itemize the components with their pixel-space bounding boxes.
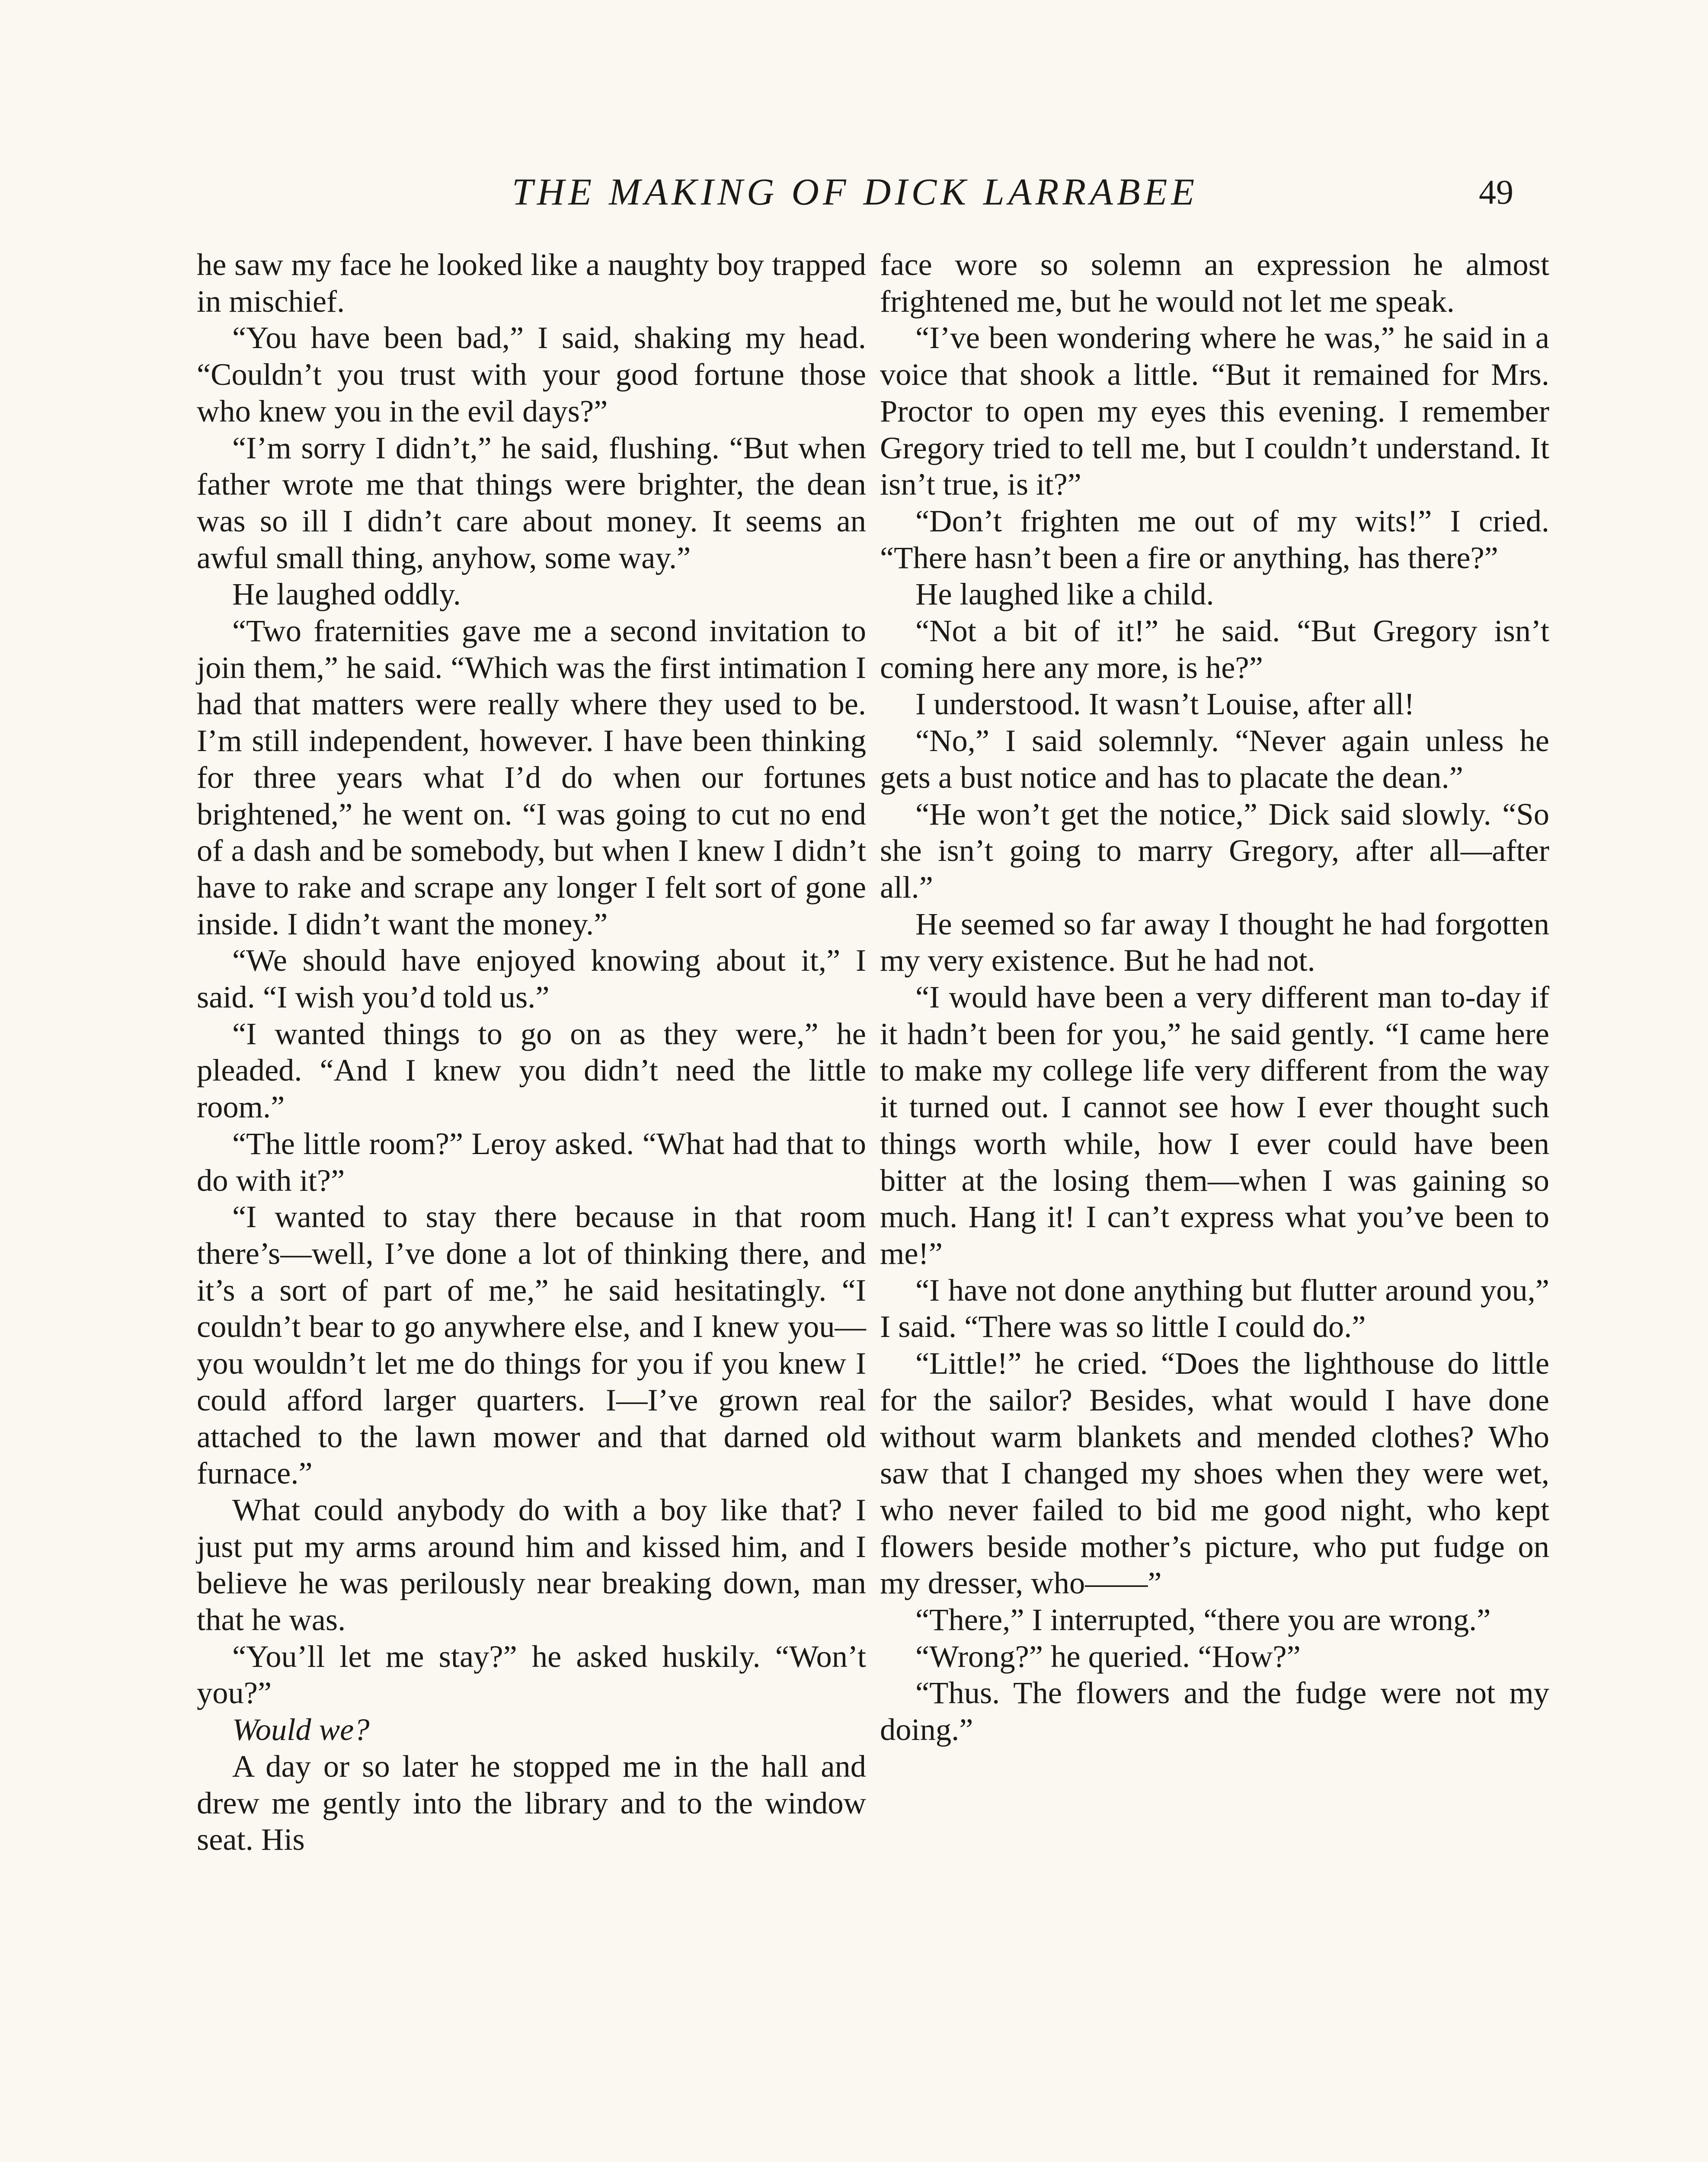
paragraph: “Not a bit of it!” he said. “But Gregory isn’t coming here any more, is he?”	[880, 613, 1549, 685]
paragraph: “The little room?” Leroy asked. “What had that to do with it?”	[197, 1126, 866, 1198]
paragraph: “He won’t get the notice,” Dick said slowly. “So she isn’t going to marry Gregory, after all—after all.”	[880, 796, 1549, 905]
paragraph: “You’ll let me stay?” he asked huskily. “Won’t you?”	[197, 1638, 866, 1711]
paragraph: “Two fraternities gave me a second invitation to join them,” he said. “Which was the first intimation I had that matters were really where they used to be. I’m still independent, however. I have been thinking for three years what I’d do when our fortunes brightened,” he went on. “I was going to cut no end of a dash and be somebody, but when I knew I didn’t have to rake and scrape any longer I felt sort of gone inside. I didn’t want the money.”	[197, 613, 866, 941]
paragraph: face wore so solemn an expression he almost frightened me, but he would not let me speak.	[880, 247, 1549, 319]
running-title: THE MAKING OF DICK LARRABEE	[512, 171, 1199, 213]
paragraph: “We should have enjoyed knowing about it,” I said. “I wish you’d told us.”	[197, 943, 866, 1015]
paragraph: “You have been bad,” I said, shaking my head. “Couldn’t you trust with your good fortune those who knew you in the evil days?”	[197, 320, 866, 429]
paragraph: “Don’t frighten me out of my wits!” I cried. “There hasn’t been a fire or anything, has there?”	[880, 503, 1549, 575]
paragraph: “I’ve been wondering where he was,” he said in a voice that shook a little. “But it remained for Mrs. Proctor to open my eyes this evening. I remember Gregory tried to tell me, but I couldn’t understand. It isn’t true, is it?”	[880, 320, 1549, 502]
page-header	[197, 164, 1513, 221]
paragraph: “There,” I interrupted, “there you are wrong.”	[915, 1602, 1491, 1637]
paragraph: Would we?	[232, 1712, 370, 1747]
paragraph: I understood. It wasn’t Louise, after all!	[915, 686, 1415, 722]
paragraph: “Little!” he cried. “Does the lighthouse do little for the sailor? Besides, what would I have done without warm blankets and mended clothes? Who saw that I changed my shoes when they were wet, who never failed to bid me good night, who kept flowers beside mother’s picture, who put fudge on my dresser, who——”	[880, 1346, 1549, 1601]
paragraph: “I wanted to stay there because in that room there’s—well, I’ve done a lot of thinking there, and it’s a sort of part of me,” he said hesitatingly. “I couldn’t bear to go anywhere else, and I knew you—you wouldn’t let me do things for you if you knew I could afford larger quarters. I—I’ve grown real attached to the lawn mower and that darned old furnace.”	[197, 1199, 866, 1491]
paragraph: he saw my face he looked like a naughty boy trapped in mischief.	[197, 247, 866, 319]
paragraph: He seemed so far away I thought he had forgotten my very existence. But he had not.	[880, 906, 1549, 978]
paragraph: A day or so later he stopped me in the hall and drew me gently into the library and to the window seat. His	[197, 1748, 866, 1857]
paragraph: “I would have been a very different man to-day if it hadn’t been for you,” he said gently. “I came here to make my college life very different from the way it turned out. I cannot see how I ever thought such things worth while, how I ever could have been bitter at the losing them—when I was gaining so much. Hang it! I can’t express what you’ve been to me!”	[880, 979, 1549, 1271]
paragraph: He laughed oddly.	[232, 576, 461, 612]
text-column-right	[880, 246, 1549, 1748]
paragraph: “I’m sorry I didn’t,” he said, flushing. “But when father wrote me that things were brighter, the dean was so ill I didn’t care about money. It seems an awful small thing, anyhow, some way.”	[197, 430, 866, 575]
text-column-left	[197, 246, 866, 1858]
paragraph: “I wanted things to go on as they were,” he pleaded. “And I knew you didn’t need the little room.”	[197, 1016, 866, 1125]
page-number: 49	[1479, 173, 1513, 211]
paragraph: He laughed like a child.	[915, 576, 1214, 612]
paragraph: “I have not done anything but flutter around you,” I said. “There was so little I could do.”	[880, 1272, 1549, 1344]
paragraph: “No,” I said solemnly. “Never again unless he gets a bust notice and has to placate the dean.”	[880, 723, 1549, 795]
paragraph: “Wrong?” he queried. “How?”	[915, 1638, 1301, 1674]
paragraph: What could anybody do with a boy like that? I just put my arms around him and kissed him, and I believe he was perilously near breaking down, man that he was.	[197, 1492, 866, 1637]
paragraph: “Thus. The flowers and the fudge were not my doing.”	[880, 1675, 1549, 1747]
